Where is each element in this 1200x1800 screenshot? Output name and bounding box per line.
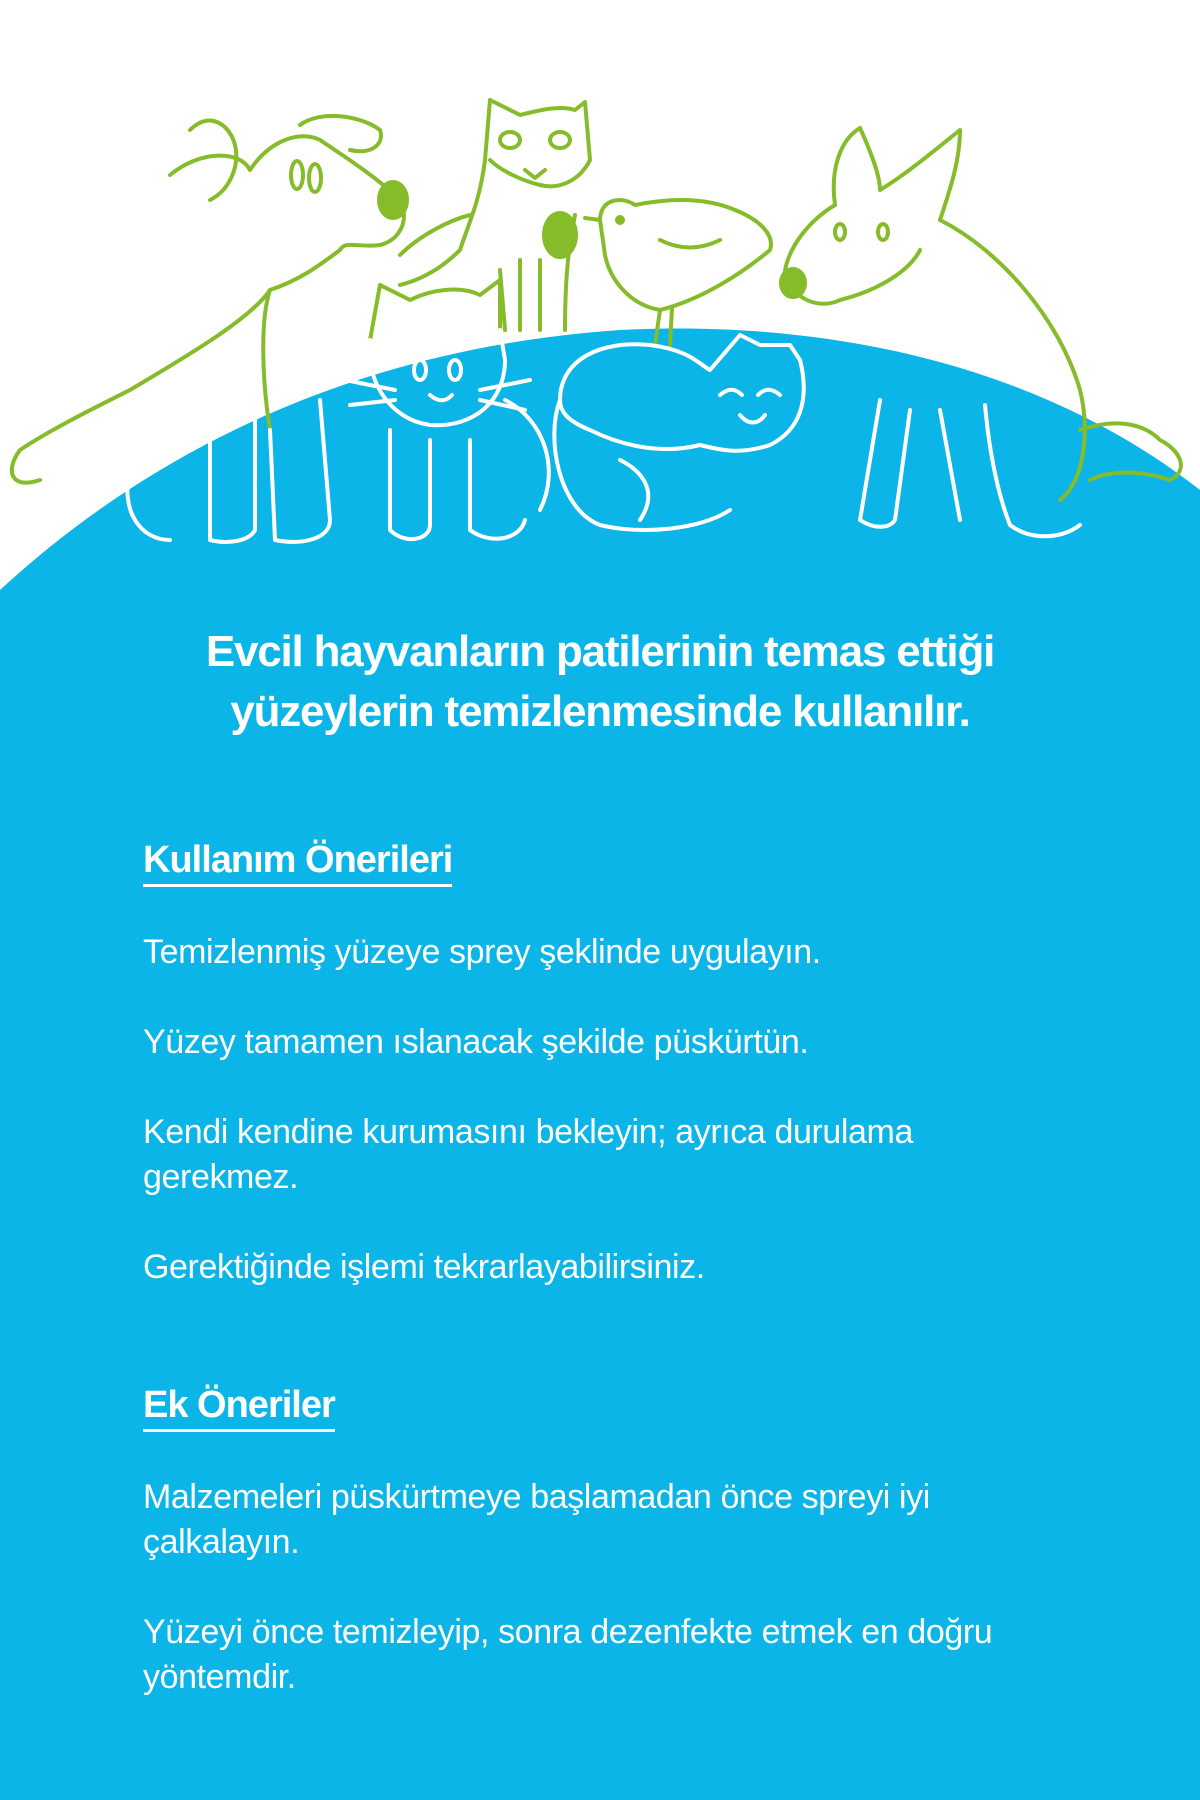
extra-section-title: Ek Öneriler	[143, 1381, 335, 1432]
usage-item-1: Temizlenmiş yüzeye sprey şeklinde uygulayın.	[143, 933, 821, 971]
usage-item-4: Gerektiğinde işlemi tekrarlayabilirsiniz.	[143, 1248, 705, 1286]
headline	[120, 622, 1080, 742]
headline-line-1: Evcil hayvanların patilerinin temas ettiği	[205, 627, 995, 676]
headline-line-2: yüzeylerin temizlenmesinde kullanılır.	[230, 687, 970, 736]
usage-item-3: Kendi kendine kurumasını bekleyin; ayrıca durulama gerekmez.	[143, 1113, 913, 1196]
extra-item-1: Malzemeleri püskürtmeye başlamadan önce spreyi iyi çalkalayın.	[143, 1478, 930, 1561]
extra-item-2: Yüzeyi önce temizleyip, sonra dezenfekte etmek en doğru yöntemdir.	[143, 1613, 993, 1696]
usage-item-2: Yüzey tamamen ıslanacak şekilde püskürtün.	[143, 1023, 809, 1061]
usage-section-title: Kullanım Önerileri	[143, 836, 452, 887]
